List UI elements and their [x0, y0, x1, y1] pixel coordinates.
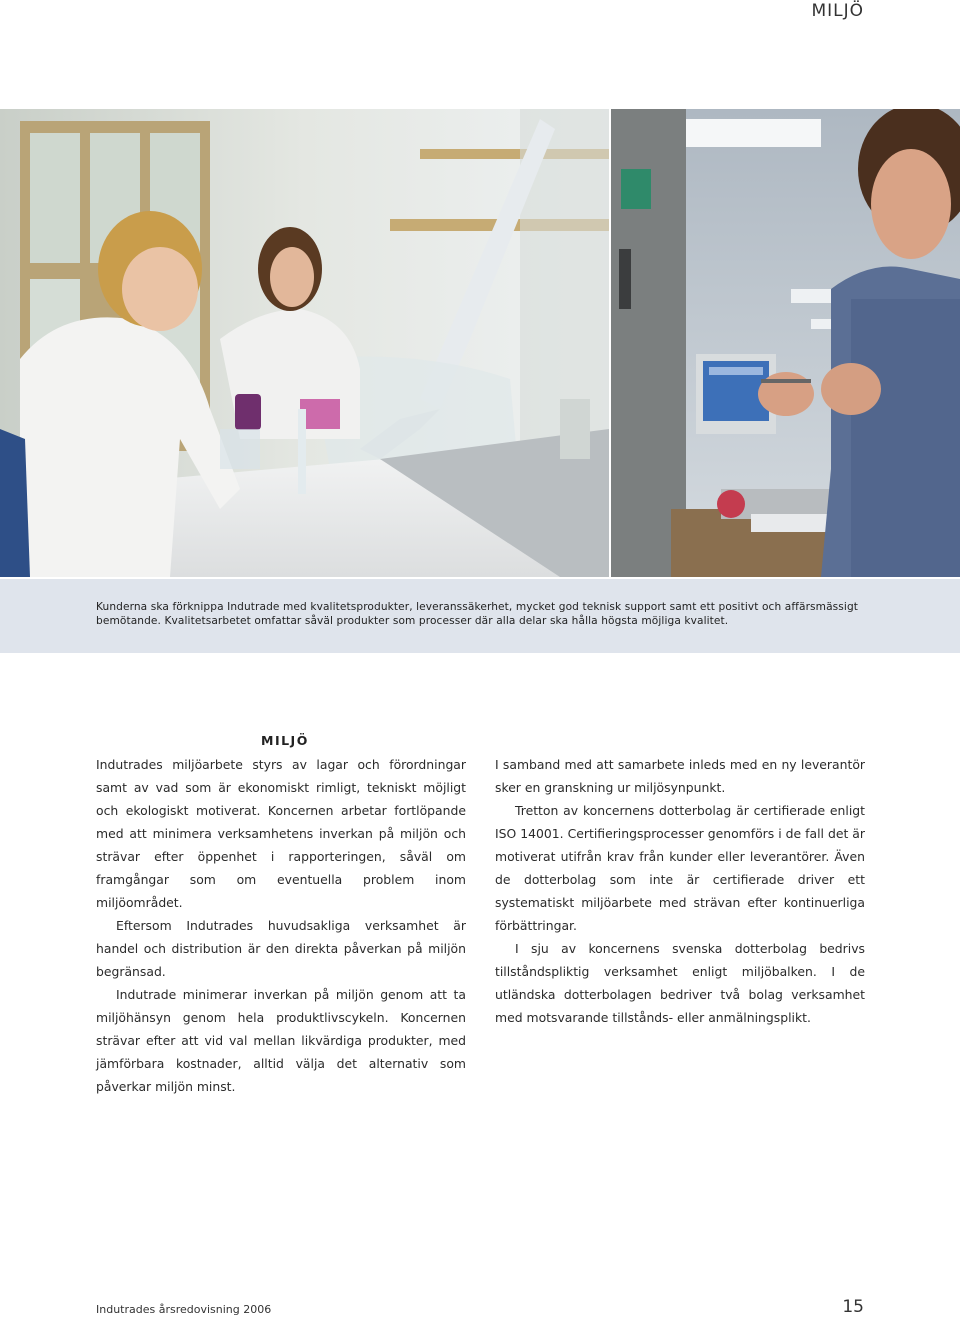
photo-strip: [0, 109, 960, 577]
paragraph: Eftersom Indutrades huvudsakliga verksamhet är handel och distribution är den direkta påverkan på miljön begränsad.: [96, 918, 466, 979]
photo-caption: Kunderna ska förknippa Indutrade med kvalitetsprodukter, leveranssäkerhet, mycket god teknisk support samt ett positivt och affärsmässigt bemötande. Kvalitetsarbetet omfattar såväl produkter som processer där alla delar ska hålla högsta möjliga kvalitet.: [96, 601, 859, 627]
lab-scientists-photo: [0, 109, 609, 577]
paragraph: Indutrade minimerar inverkan på miljön genom att ta miljöhänsyn genom hela produktlivscykeln. Koncernen strävar efter att vid val mellan likvärdiga produkter, med jämförbara kostnader, alltid välja det alternativ som påverkar miljön minst.: [96, 987, 466, 1094]
paragraph: Indutrades miljöarbete styrs av lagar och förordningar samt av vad som är ekonomiskt rimligt, tekniskt möjligt och ekologiskt motiverat. Koncernen arbetar fortlöpande med att minimera verksamhetens inverkan på miljön och strävar efter öppenhet i rapporteringen, såväl om framgångar som om eventuella problem inom miljöområdet.: [96, 757, 466, 910]
caption-band: [0, 579, 960, 653]
article-heading: MILJÖ: [261, 733, 309, 748]
article-column-left: [96, 753, 466, 1098]
article-column-right: [495, 753, 865, 1029]
paragraph: I samband med att samarbete inleds med en ny leverantör sker en granskning ur miljösynpunkt.: [495, 757, 865, 795]
paragraph: Tretton av koncernens dotterbolag är certifierade enligt ISO 14001. Certifieringsprocesser genomförs i de fall det är motiverat utifrån krav från kunder eller leverantörer. Även de dotterbolag som inte är certifierade driver ett systematiskt miljöarbete med strävan efter kontinuerliga förbättringar.: [495, 803, 865, 933]
publication-title: Indutrades årsredovisning 2006: [96, 1303, 272, 1316]
section-label: MILJÖ: [811, 1, 864, 21]
paragraph: I sju av koncernens svenska dotterbolag bedrivs tillståndspliktig verksamhet enligt miljöbalken. I de utländska dotterbolagen bedriver två bolag verksamhet med motsvarande tillstånds- eller anmälningsplikt.: [495, 941, 865, 1025]
technician-soldering-photo: [611, 109, 960, 577]
page-number: 15: [842, 1297, 864, 1317]
